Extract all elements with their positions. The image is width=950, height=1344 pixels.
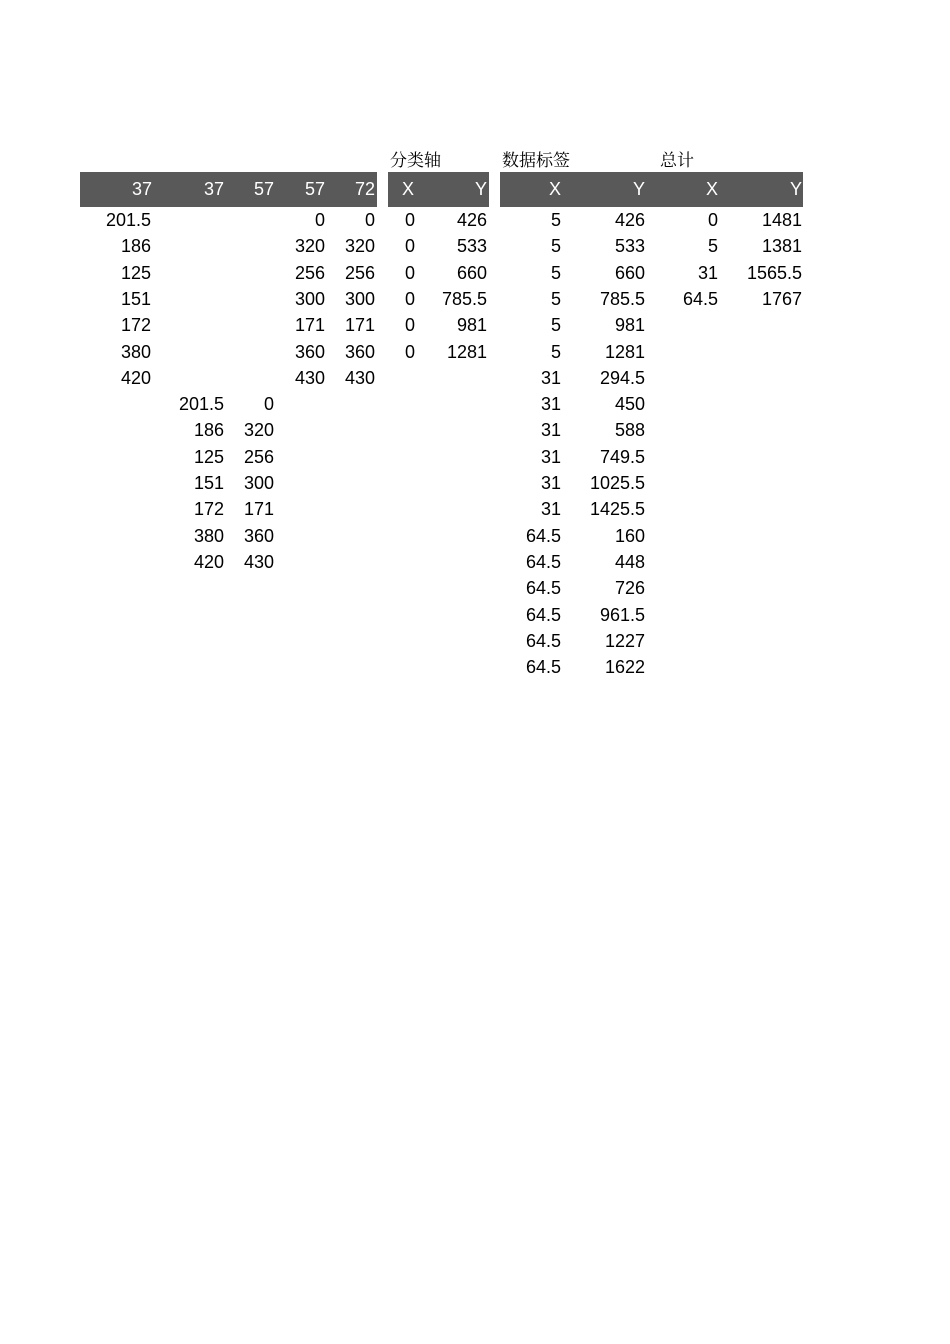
table-cell: 64.5 — [525, 604, 561, 625]
table-cell: 171 — [243, 499, 274, 520]
table-cell: 430 — [243, 551, 274, 572]
table-cell: 0 — [263, 394, 274, 415]
table-cell: 31 — [540, 446, 561, 467]
table-cell: 981 — [456, 315, 487, 336]
table-cell: 320 — [243, 420, 274, 441]
table-cell: 0 — [404, 236, 415, 257]
table-cell: 533 — [614, 236, 645, 257]
table-cell: 64.5 — [525, 551, 561, 572]
table-cell: 430 — [294, 367, 325, 388]
table-cell: 360 — [294, 341, 325, 362]
table-cell: 300 — [344, 288, 375, 309]
table-cell: 961.5 — [599, 604, 645, 625]
table-cell: 420 — [193, 551, 224, 572]
header-cell: X — [705, 179, 718, 199]
table-cell: 785.5 — [599, 288, 645, 309]
table-cell: 1025.5 — [589, 473, 645, 493]
table-cell: 31 — [540, 499, 561, 520]
table-cell: 31 — [540, 473, 561, 493]
table-cell: 256 — [243, 446, 274, 467]
table-cell: 1565.5 — [746, 262, 802, 283]
table-cell: 201.5 — [178, 394, 224, 415]
table-cell: 5 — [550, 236, 561, 257]
table-cell: 1767 — [761, 288, 802, 309]
table-cell: 151 — [120, 288, 151, 309]
table-cell: 320 — [294, 236, 325, 257]
table-cell: 360 — [344, 341, 375, 362]
header-cell: 57 — [304, 179, 325, 199]
header-cell: X — [548, 179, 561, 199]
header-cell: 57 — [253, 179, 274, 199]
total-section-label: 总计 — [660, 151, 694, 170]
table-cell: 1281 — [604, 341, 645, 362]
table-cell: 151 — [193, 473, 224, 493]
table-cell: 533 — [456, 236, 487, 257]
table-cell: 64.5 — [525, 657, 561, 678]
header-cell: Y — [474, 179, 487, 199]
table-cell: 749.5 — [599, 446, 645, 467]
table-cell: 1425.5 — [589, 499, 645, 520]
table-cell: 1481 — [761, 210, 802, 230]
table-cell: 5 — [550, 315, 561, 336]
table-cell: 450 — [614, 394, 645, 415]
table-cell: 0 — [314, 210, 325, 230]
table-cell: 380 — [120, 341, 151, 362]
table-cell: 64.5 — [525, 578, 561, 599]
table-cell: 981 — [614, 315, 645, 336]
table-cell: 201.5 — [105, 210, 151, 230]
table-cell: 256 — [344, 262, 375, 283]
header-cell: Y — [632, 179, 645, 199]
table-cell: 660 — [456, 262, 487, 283]
table-cell: 5 — [550, 288, 561, 309]
table-cell: 1227 — [604, 630, 645, 651]
table-cell: 420 — [120, 367, 151, 388]
table-cell: 125 — [193, 446, 224, 467]
table-cell: 31 — [540, 367, 561, 388]
table-cell: 125 — [120, 262, 151, 283]
table-cell: 5 — [550, 341, 561, 362]
header-cell: 72 — [354, 179, 375, 199]
table-cell: 785.5 — [441, 288, 487, 309]
header-cell: 37 — [203, 179, 224, 199]
table-cell: 360 — [243, 525, 274, 546]
table-cell: 171 — [294, 315, 325, 336]
table-cell: 31 — [697, 262, 718, 283]
table-cell: 186 — [193, 420, 224, 441]
table-cell: 426 — [456, 210, 487, 230]
table-cell: 186 — [120, 236, 151, 257]
table-cell: 1281 — [446, 341, 487, 362]
table-cell: 0 — [364, 210, 375, 230]
table-cell: 31 — [540, 420, 561, 441]
header-cell: 37 — [131, 179, 152, 199]
table-cell: 448 — [614, 551, 645, 572]
table-cell: 5 — [707, 236, 718, 257]
table-cell: 726 — [614, 578, 645, 599]
table-cell: 0 — [404, 341, 415, 362]
table-cell: 5 — [550, 262, 561, 283]
table-cell: 1622 — [604, 657, 645, 678]
table-cell: 380 — [193, 525, 224, 546]
axis-section-label: 分类轴 — [390, 151, 441, 170]
table-cell: 64.5 — [525, 525, 561, 546]
table-cell: 294.5 — [599, 367, 645, 388]
table-cell: 0 — [707, 210, 718, 230]
table-cell: 172 — [193, 499, 224, 520]
table-cell: 0 — [404, 210, 415, 230]
table-cell: 0 — [404, 288, 415, 309]
table-cell: 5 — [550, 210, 561, 230]
table-cell: 0 — [404, 315, 415, 336]
table-cell: 31 — [540, 394, 561, 415]
table-cell: 64.5 — [682, 288, 718, 309]
table-cell: 300 — [243, 473, 274, 493]
table-cell: 430 — [344, 367, 375, 388]
table-cell: 0 — [404, 262, 415, 283]
table-cell: 172 — [120, 315, 151, 336]
table-cell: 1381 — [761, 236, 802, 257]
table-cell: 426 — [614, 210, 645, 230]
data-labels-section-label: 数据标签 — [502, 151, 570, 170]
table-cell: 171 — [344, 315, 375, 336]
table-cell: 64.5 — [525, 630, 561, 651]
table-cell: 160 — [614, 525, 645, 546]
table-cell: 320 — [344, 236, 375, 257]
table-cell: 300 — [294, 288, 325, 309]
table-cell: 256 — [294, 262, 325, 283]
header-cell: X — [402, 179, 415, 199]
table-cell: 660 — [614, 262, 645, 283]
header-cell: Y — [789, 179, 802, 199]
table-cell: 588 — [614, 420, 645, 441]
